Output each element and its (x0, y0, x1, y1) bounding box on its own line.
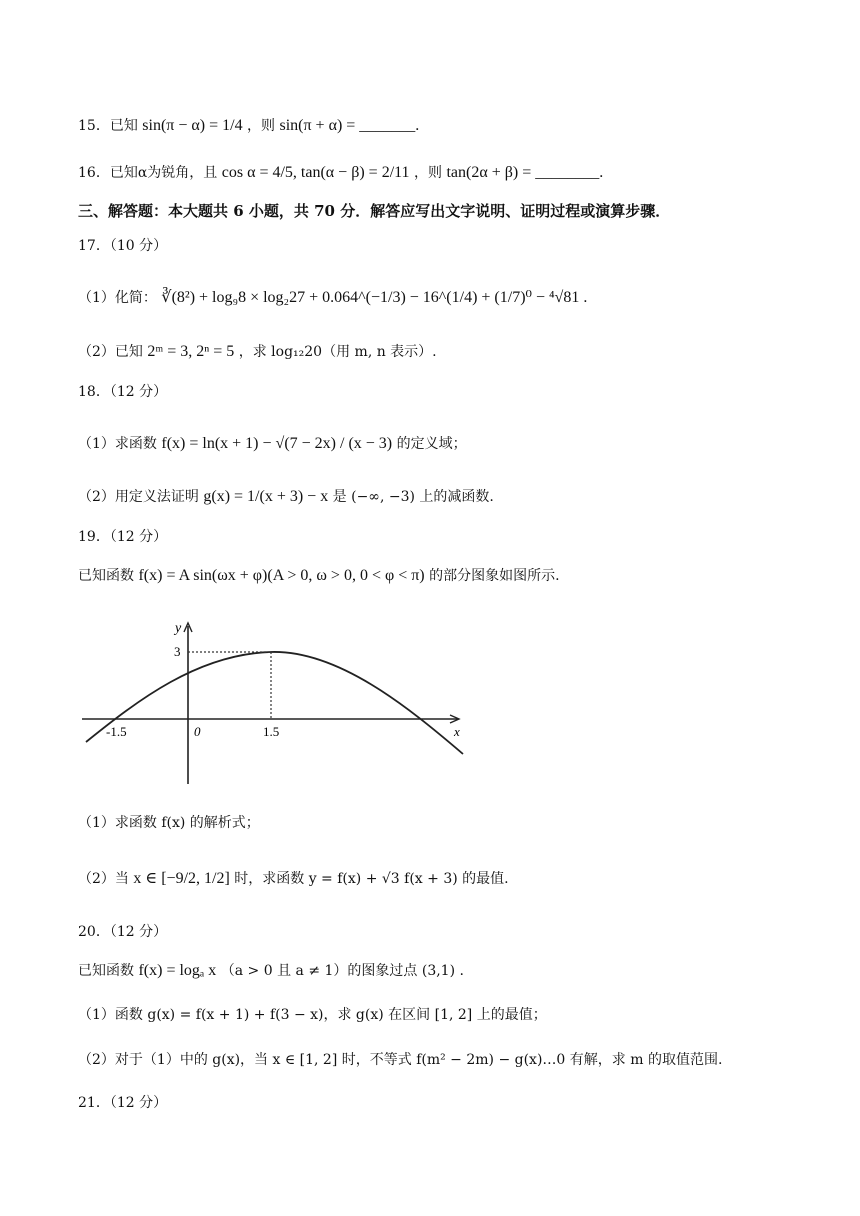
q20-stem-expression: f(x) = logₐ x (138, 962, 217, 979)
q19-stem-b: 的部分图象如图所示. (429, 568, 560, 584)
q21-header: 21．（12 分） (78, 1095, 168, 1111)
tick-label-neg-1-5: -1.5 (106, 724, 127, 739)
q15-mid: ，则 (247, 118, 276, 134)
q20-part-1: （1）函数 g(x) = f(x + 1) + f(3 − x)，求 g(x) 在区间 [1, 2] 上的最值； (78, 1007, 547, 1023)
tick-label-1-5: 1.5 (263, 724, 280, 739)
q19-part-2 (78, 869, 509, 889)
q19-stem-expression: f(x) = A sin(ωx + φ)(A > 0, ω > 0, 0 < φ < π) (138, 567, 425, 584)
q17-p2-rest: ，求 log₁₂20（用 m, n 表示）. (238, 344, 437, 360)
q20-header: 20．（12 分） (78, 924, 168, 940)
q18-part-1 (78, 434, 467, 454)
q17-p1-label: （1）化简： (78, 290, 157, 306)
question-15 (78, 116, 419, 136)
q18-p2-expression: g(x) = 1/(x + 3) − x (203, 488, 329, 505)
q18-part-2 (78, 487, 494, 507)
q20-stem-b: （a > 0 且 a ≠ 1）的图象过点 (3,1) . (220, 963, 464, 979)
q18-p1-rest: 的定义域； (396, 436, 467, 452)
tick-label-3: 3 (174, 644, 181, 659)
q17-p1-expression: ∛(8²) + log₉8 × log₂27 + 0.064^(−1/3) − 16^(1/4) + (1/7)⁰ − ⁴√81 . (161, 289, 588, 306)
q19-part-1: （1）求函数 f(x) 的解析式； (78, 815, 260, 831)
q17-header: 17．（10 分） (78, 238, 168, 254)
sine-graph-figure (78, 612, 478, 792)
q18-header: 18．（12 分） (78, 384, 168, 400)
q18-p1-label: （1）求函数 (78, 436, 157, 452)
q18-p1-expression: f(x) = ln(x + 1) − √(7 − 2x) / (x − 3) (161, 435, 393, 452)
q16-answer-blank: tan(2α + β) = ________. (446, 164, 604, 181)
q19-p2-label: （2）当 (78, 871, 129, 887)
q18-p2-rest: 是 (−∞, −3) 上的减函数. (332, 489, 494, 505)
q19-header: 19．（12 分） (78, 529, 168, 545)
q16-expression: cos α = 4/5, tan(α − β) = 2/11 (221, 164, 410, 181)
question-16 (78, 163, 603, 183)
q17-p2-label: （2）已知 (78, 344, 143, 360)
q19-stem (78, 566, 560, 586)
q17-part-2 (78, 342, 437, 362)
q20-stem (78, 961, 464, 981)
section-3-heading: 三、解答题：本大题共 6 小题，共 70 分．解答应写出文字说明、证明过程或演算步骤． (78, 202, 671, 220)
q20-stem-a: 已知函数 (78, 963, 134, 979)
q16-mid: ，则 (414, 165, 442, 181)
q15-prefix: 15．已知 (78, 118, 138, 134)
q18-p2-label: （2）用定义法证明 (78, 489, 199, 505)
q15-answer-blank: sin(π + α) = _______. (279, 117, 420, 134)
q20-part-2: （2）对于（1）中的 g(x)，当 x ∈ [1, 2] 时，不等式 f(m² − 2m) − g(x)…0 有解，求 m 的取值范围. (78, 1052, 723, 1068)
q17-part-1 (78, 288, 587, 308)
tick-label-origin: 0 (194, 724, 201, 739)
q16-prefix: 16．已知α为锐角，且 (78, 165, 218, 181)
q19-p2-expression: x ∈ [−9/2, 1/2] (133, 870, 230, 887)
q17-p2-expression: 2ᵐ = 3, 2ⁿ = 5 (147, 343, 235, 360)
q19-stem-a: 已知函数 (78, 568, 134, 584)
y-axis-label: y (175, 621, 182, 636)
q19-p2-rest: 时，求函数 y = f(x) + √3 f(x + 3) 的最值. (234, 871, 509, 887)
x-axis-label: x (454, 724, 460, 739)
q15-expression: sin(π − α) = 1/4 (142, 117, 243, 134)
